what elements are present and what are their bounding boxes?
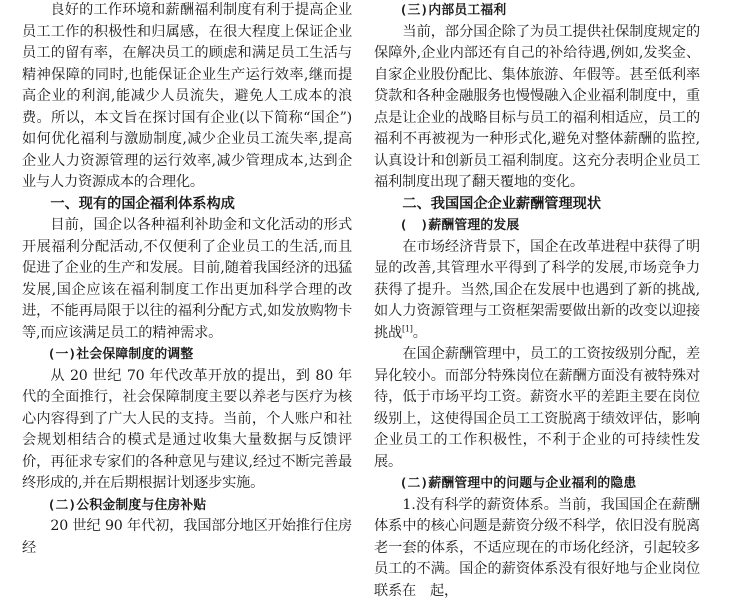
intro-paragraph: 良好的工作环境和薪酬福利制度有利于提高企业员工工作的积极性和归属感，在很大程度上保证企业员工的留有率，在解决员工的顾虑和满足员工生活与精神保障的同时,也能保证企业生产运行效率,继而提高企业的利润,能减少人员流失，避免人工成本的浪费。所以，本文旨在探讨国有企业(以下简称“国企”)如何优化福利与激励制度,减少企业员工流失率,提高企业人力资源管理的运行效率,减少管理成本,达到企业与人力资源成本的合理化。	[22, 0, 352, 194]
subheading-salary-development: ( )薪酬管理的发展	[374, 215, 700, 237]
welfare-system-paragraph: 目前，国企以各种福利补助金和文化活动的形式开展福利分配活动,不仅便利了企业员工的生活,而且促进了企业的生产和发展。目前,随着我国经济的迅猛发展,国企应该在福利制度工作出更加科学合理的改进，不能再局限于以往的福利分配方式,如发放购物卡等,而应该满足员工的精神需求。	[22, 215, 352, 344]
section-heading-welfare-system: 一、现有的国企福利体系构成	[22, 194, 352, 216]
salary-problems-paragraph: 1.没有科学的薪资体系。当前，我国国企在薪酬体系中的核心问题是薪资分级不科学，依旧没有脱离老一套的体系，不适应现在的市场化经济，引起较多员工的不满。国企的薪资体系没有很好地与企业岗位联系在 起，	[374, 495, 700, 602]
left-column	[22, 0, 352, 559]
subheading-internal-welfare: (三)内部员工福利	[374, 0, 700, 22]
salary-development-paragraph	[374, 237, 700, 345]
internal-welfare-paragraph: 当前，部分国企除了为员工提供社保制度规定的保障外,企业内部还有自己的补给待遇,例如,发奖金、自家企业股份配比、集体旅游、年假等。甚至低利率贷款和各种金融服务也慢慢融入企业福利制度中，重点是让企业的战略目标与员工的福利相适应，员工的福利不再被视为一种形式化,避免对整体薪酬的监控,认真设计和创新员工福利制度。这充分表明企业员工福利制度出现了翻天覆地的变化。	[374, 22, 700, 194]
subheading-social-security: (一)社会保障制度的调整	[22, 344, 352, 366]
social-security-paragraph: 从 20 世纪 70 年代改革开放的提出，到 80 年代的全面推行，社会保障制度主要以养老与医疗为核心内容得到了广大人民的支持。当前，个人账户和社会规划相结合的模式是通过收集大量数据与反馈评价，再征求专家们的各种意见与建议,经过不断完善最终形成的,并在后期根据计划逐步实施。	[22, 366, 352, 495]
citation-ref: [1]	[402, 324, 413, 333]
salary-distribution-paragraph: 在国企薪酬管理中，员工的工资按级别分配，差异化较小。而部分特殊岗位在薪酬方面没有被特殊对待，低于市场平均工资。薪资水平的差距主要在岗位级别上，这使得国企员工工资脱离于绩效评估，影响企业员工的工作积极性，不利于企业的可持续性发展。	[374, 344, 700, 473]
salary-development-end: 。	[413, 325, 427, 341]
right-column	[374, 0, 700, 602]
housing-fund-paragraph: 20 世纪 90 年代初，我国部分地区开始推行住房经	[22, 516, 352, 559]
section-heading-salary-status: 二、我国国企企业薪酬管理现状	[374, 194, 700, 216]
subheading-housing-fund: (二)公积金制度与住房补贴	[22, 495, 352, 517]
subheading-salary-problems: (二)薪酬管理中的问题与企业福利的隐患	[374, 473, 700, 495]
salary-development-text: 在市场经济背景下，国企在改革进程中获得了明显的改善,其管理水平得到了科学的发展,市场竞争力获得了提升。当然,国企在发展中也遇到了新的挑战,如人力资源管理与工资框架需要做出新的改变以迎接挑战	[374, 239, 700, 341]
